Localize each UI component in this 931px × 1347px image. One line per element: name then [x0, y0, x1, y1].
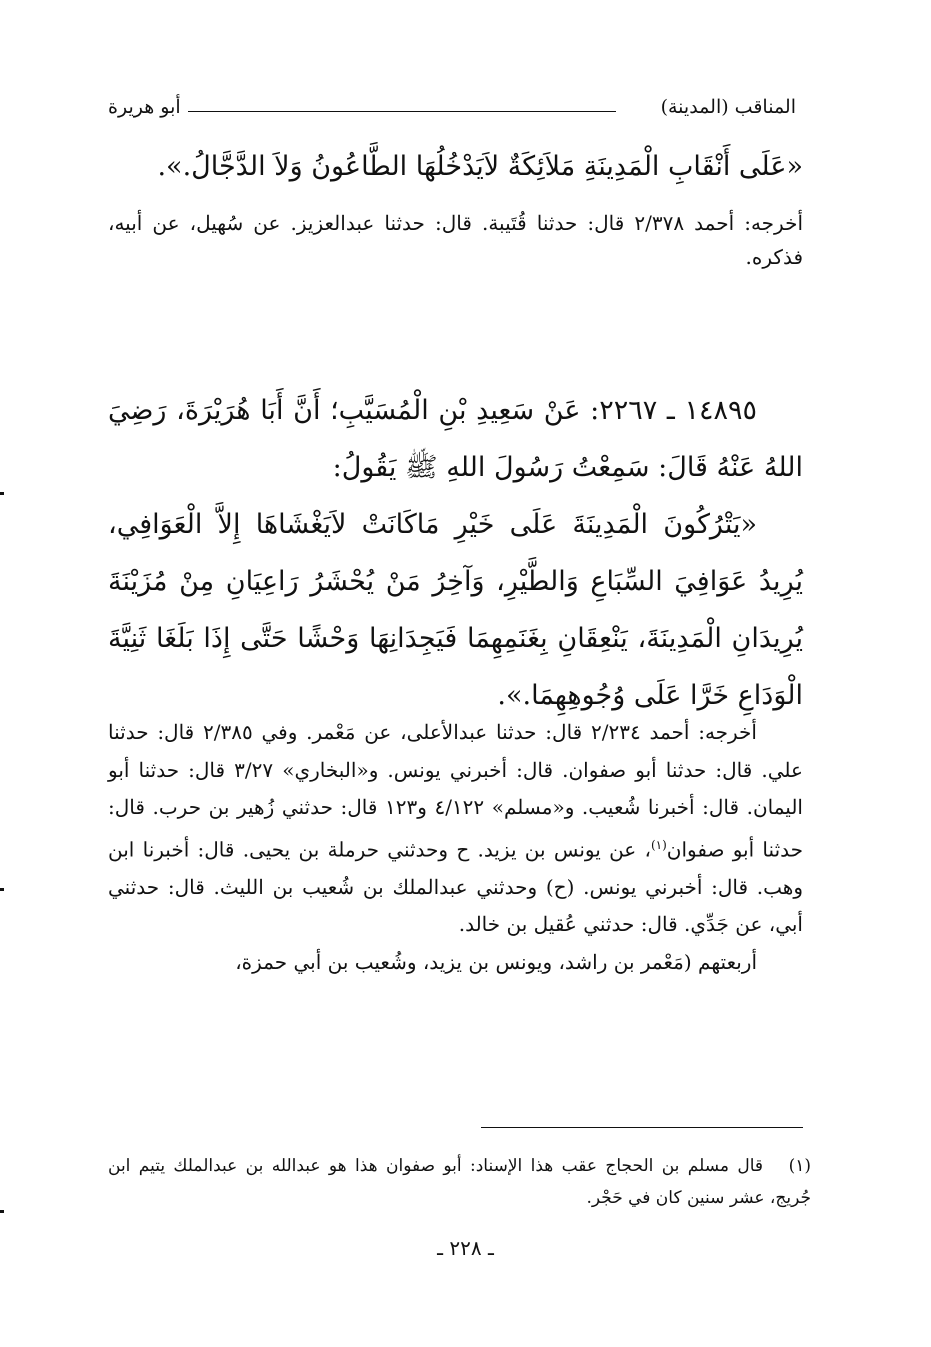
footnote-text: قال مسلم بن الحجاج عقب هذا الإسناد: أبو صفوان هذا هو عبدالله بن عبدالملك يتيم ابن جُريج، عشر سنين كان في حَجْر. [108, 1156, 811, 1208]
hadith-matn [108, 496, 803, 724]
continuation-matn: «عَلَى أَنْقَابِ الْمَدِينَةِ مَلاَئِكَةٌ لاَيَدْخُلُهَا الطَّاعُونُ وَلاَ الدَّجَّالُ.». [157, 151, 803, 182]
takhrij-narrators [108, 944, 803, 982]
hadith-matn-text: «يَتْرُكُونَ الْمَدِينَةَ عَلَى خَيْرِ مَاكَانَتْ لاَيَغْشَاهَا إِلاَّ الْعَوَافِي، يُرِيدُ عَوَافِيَ السِّبَاعِ وَالطَّيْرِ، وَآخِرُ مَنْ يُحْشَرُ رَاعِيَانِ مِنْ مُزَيْنَةَ يُرِيدَانِ الْمَدِينَةَ، يَنْعِقَانِ بِغَنَمِهِمَا فَيَجِدَانِهَا وَحْشًا حَتَّى إِذَا بَلَغَا ثَنِيَّةَ الْوَدَاعِ خَرَّا عَلَى وُجُوهِهِمَا.». [108, 509, 803, 711]
takhrij-sources-text-a: أخرجه: أحمد ٢/٢٣٤ قال: حدثنا عبدالأعلى، عن مَعْمر. وفي ٢/٣٨٥ قال: حدثنا علي. قال: حدثنا أبو صفوان. قال: أخبرني يونس. و«البخاري» ٣/٢٧ قال: حدثنا أبو اليمان. قال: أخبرنا شُعيب. و«مسلم» ٤/١٢٢ و١٢٣ قال: حدثني زُهير بن حرب. قال: حدثنا أبو صفوان [108, 720, 803, 862]
hadith-isnad: ١٤٨٩٥ ـ ٢٢٦٧: عَنْ سَعِيدِ بْنِ الْمُسَيَّبِ؛ أَنَّ أَبَا هُرَيْرَةَ، رَضِيَ اللهُ عَنْهُ قَالَ: سَمِعْتُ رَسُولَ اللهِ ﷺ يَقُولُ: [108, 395, 803, 483]
header-narrator-name: أبو هريرة [108, 96, 181, 118]
header-rule [188, 111, 616, 112]
footnote-marker: (١) [788, 1156, 811, 1176]
scan-edge-mark [0, 888, 4, 891]
footnote-reference[interactable]: (١) [650, 837, 667, 852]
footnote-separator [481, 1127, 803, 1128]
takhrij-sources-text-b: ، عن يونس بن يزيد. ح وحدثني حرملة بن يحيى. قال: أخبرنا ابن وهب. قال: أخبرني يونس. (ح) وحدثني عبدالملك بن شُعيب بن الليث. قال: حدثني أبي، عن جَدِّي. قال: حدثني عُقيل بن خالد. [108, 837, 803, 937]
takhrij-paragraph-1: أخرجه: أحمد ٢/٣٧٨ قال: حدثنا قُتَيبة. قال: حدثنا عبدالعزيز. عن سُهيل، عن أبيه، فذكره. [108, 211, 803, 269]
footnote [108, 1150, 811, 1214]
page-number: ـ ٢٢٨ ـ [437, 1236, 494, 1260]
hadith-entry [108, 382, 803, 724]
scan-edge-mark [0, 1210, 4, 1213]
takhrij-paragraph-2 [108, 714, 803, 981]
scan-edge-mark [0, 492, 4, 495]
hadith-number-line [108, 382, 803, 496]
header-section-title: المناقب (المدينة) [660, 96, 796, 118]
running-header [108, 96, 796, 126]
takhrij-narrators-text: أربعتهم (مَعْمر بن راشد، ويونس بن يزيد، وشُعيب بن أبي حمزة، [235, 949, 757, 974]
takhrij-sources [108, 714, 803, 944]
